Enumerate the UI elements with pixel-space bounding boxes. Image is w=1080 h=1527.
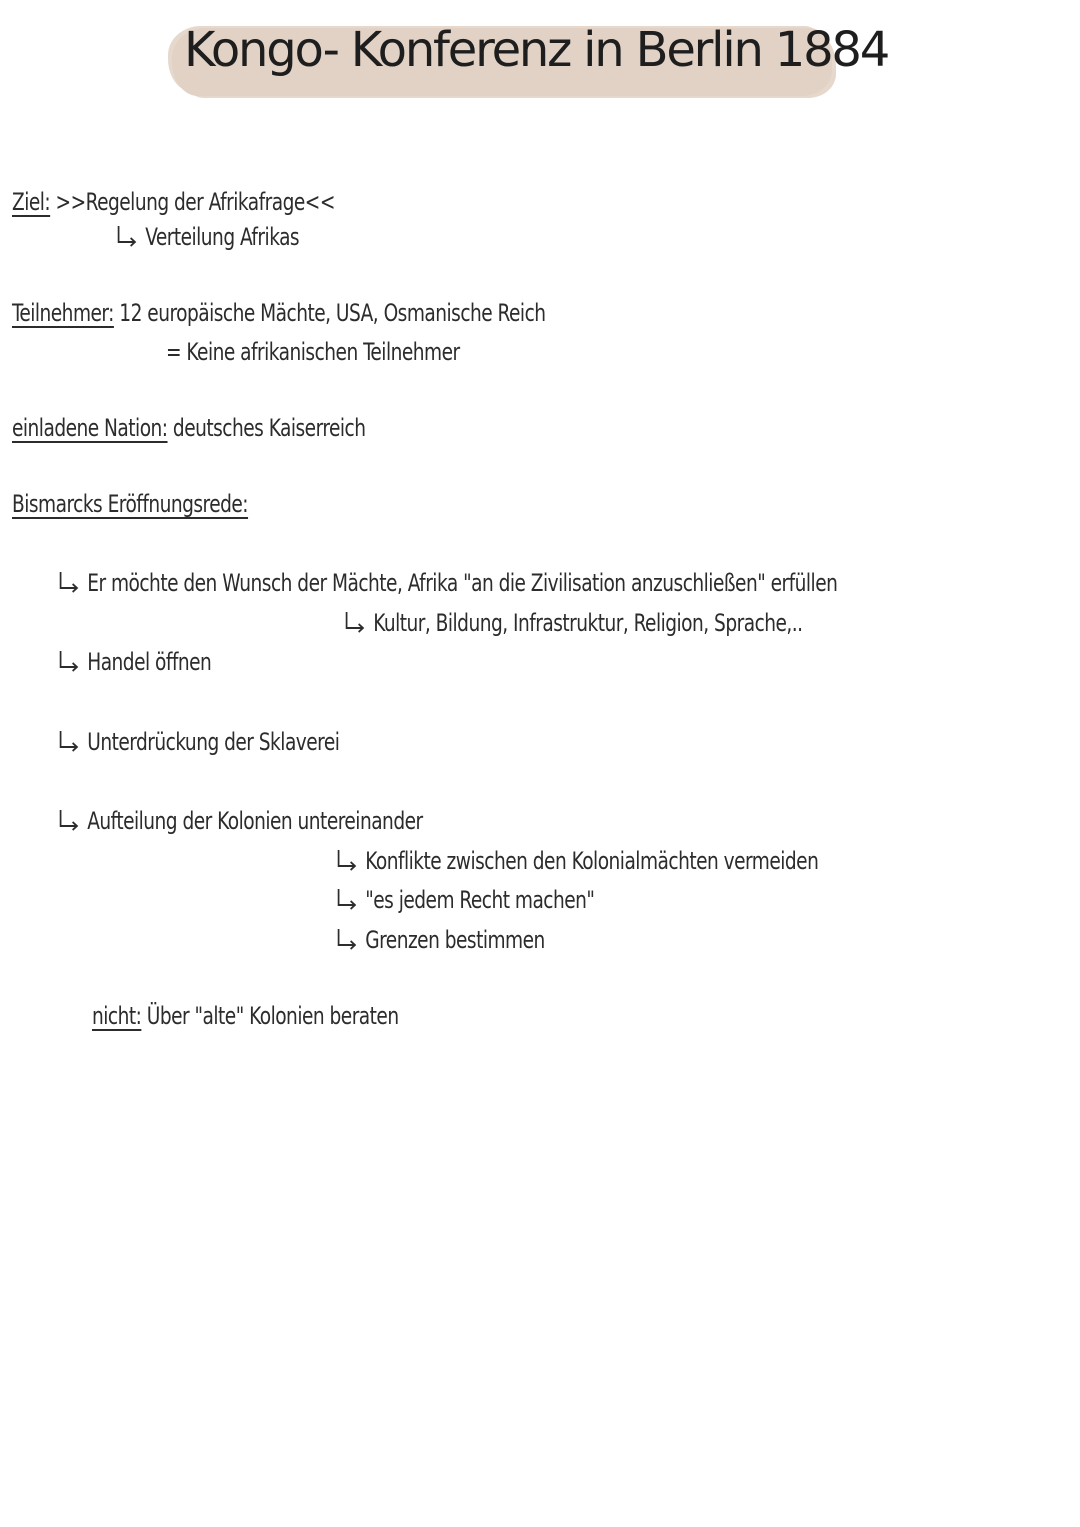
arrow-icon: [58, 809, 80, 831]
arrow-icon: [58, 571, 80, 593]
rede-point-sub-text: "es jedem Recht machen": [365, 886, 595, 914]
nation-label: einladene Nation:: [12, 414, 168, 442]
ziel-sub-text: Verteilung Afrikas: [145, 223, 300, 251]
ziel-sub-line: [116, 225, 299, 249]
nation-line: [12, 416, 365, 440]
rede-point-sub: [336, 888, 594, 912]
teilnehmer-line: [12, 301, 546, 325]
rede-point-text: Aufteilung der Kolonien untereinander: [87, 807, 423, 835]
rede-point-sub: [336, 928, 545, 952]
ziel-line: [12, 190, 335, 214]
rede-point-sub: [336, 849, 818, 873]
nicht-label: nicht:: [92, 1002, 142, 1030]
rede-point-text: Handel öffnen: [87, 648, 212, 676]
rede-point-text: Er möchte den Wunsch der Mächte, Afrika "an die Zivilisation anzuschließen" erfüllen: [87, 569, 838, 597]
rede-point-sub-text: Grenzen bestimmen: [365, 926, 545, 954]
teilnehmer-label: Teilnehmer:: [12, 299, 114, 327]
teilnehmer-text: 12 europäische Mächte, USA, Osmanische Reich: [119, 299, 546, 327]
rede-point-sub: [344, 611, 803, 635]
arrow-icon: [336, 849, 358, 871]
rede-point: [58, 650, 211, 674]
arrow-icon: [58, 730, 80, 752]
arrow-icon: [344, 611, 366, 633]
nicht-text: Über "alte" Kolonien beraten: [146, 1002, 399, 1030]
rede-heading-line: [12, 492, 248, 516]
arrow-icon: [58, 650, 80, 672]
rede-point: [58, 809, 423, 833]
rede-point-text: Unterdrückung der Sklaverei: [87, 728, 340, 756]
rede-point-sub-text: Kultur, Bildung, Infrastruktur, Religion, Sprache,..: [373, 609, 803, 637]
teilnehmer-sub-line: [166, 340, 460, 364]
page-title: Kongo- Konferenz in Berlin 1884: [184, 22, 889, 78]
rede-label: Bismarcks Eröffnungsrede:: [12, 490, 249, 518]
nation-text: deutsches Kaiserreich: [172, 414, 366, 442]
rede-point-sub-text: Konflikte zwischen den Kolonialmächten vermeiden: [365, 847, 819, 875]
rede-point: [58, 571, 837, 595]
title-highlight: [172, 18, 889, 102]
teilnehmer-sub-text: = Keine afrikanischen Teilnehmer: [166, 338, 460, 366]
arrow-icon: [336, 928, 358, 950]
nicht-line: [92, 1004, 399, 1028]
rede-point: [58, 730, 339, 754]
ziel-text: >>Regelung der Afrikafrage<<: [55, 188, 335, 216]
arrow-icon: [116, 225, 138, 247]
arrow-icon: [336, 888, 358, 910]
ziel-label: Ziel:: [12, 188, 51, 216]
